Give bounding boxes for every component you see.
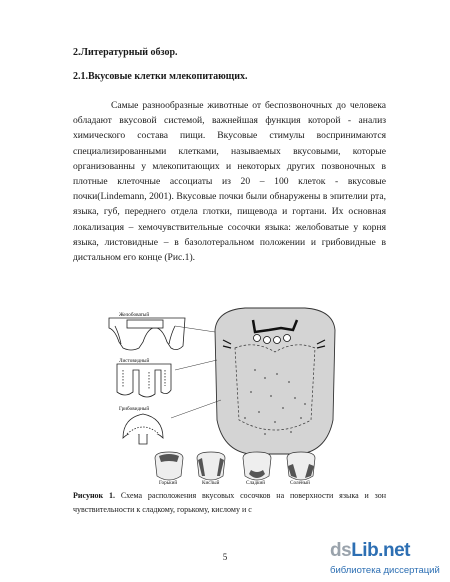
circumvallate-papilla-diagram [109,318,185,350]
watermark [322,538,450,582]
circumvallate-label: Желобоватый [119,312,150,318]
tongue-diagram [171,308,335,454]
bitter-label: Горький [159,480,178,486]
taste-zone-sour [197,452,225,480]
watermark-logo-main: Lib.net [351,540,410,561]
watermark-logo [330,540,410,562]
watermark-logo-prefix: ds [330,540,352,561]
subsection-heading: 2.1.Вкусовые клетки млекопитающих. [73,71,248,82]
sour-label: Кислый [202,480,220,486]
body-text [73,98,386,265]
foliate-label: Листовидный [119,358,150,364]
fungiform-label: Грибовидный [119,406,150,412]
sweet-label: Сладкий [246,480,266,486]
salty-label: Соленый [290,480,310,486]
page-number: 5 [222,552,228,562]
watermark-subtitle: библиотека диссертаций [330,565,440,576]
fungiform-papilla-diagram [123,414,163,444]
foliate-papilla-diagram [117,364,171,397]
figure-caption [73,489,386,517]
taste-zone-bitter [155,452,183,480]
taste-zone-salty [287,452,315,480]
taste-zone-sweet [243,452,271,480]
figure-caption-text: Схема расположения вкусовых сосочков на поверхности языка и зон чувствительности к сладкому, горькому, кислому и с [73,491,386,514]
body-paragraph: Самые разнообразные животные от беспозвоночных до человека обладают вкусовой системой, важнейшая функция которой - анализ химического состава пищи. Вкусовые стимулы воспринимаются специализированными клетками, называемых вкусовыми, которые организованны у млекопитающих и некоторых других позвоночных в плотные клеточные ассоциаты из 20 – 100 клеток - вкусовые почки(Lindemann, 2001). Вкусовые почки были обнаружены в эпителии рта, языка, губ, переднего отдела глотки, пищевода и гортани. Их основная локализация – хемочувствительные сосочки языка: желобоватые у корня языка, листовидные – в базолотеральном положении и грибовидные в дистальном его конце (Рис.1). [73,100,386,264]
figure-caption-label: Рисунок 1. [73,491,115,500]
section-heading: 2.Литературный обзор. [73,47,178,58]
tongue-figure [105,300,365,486]
